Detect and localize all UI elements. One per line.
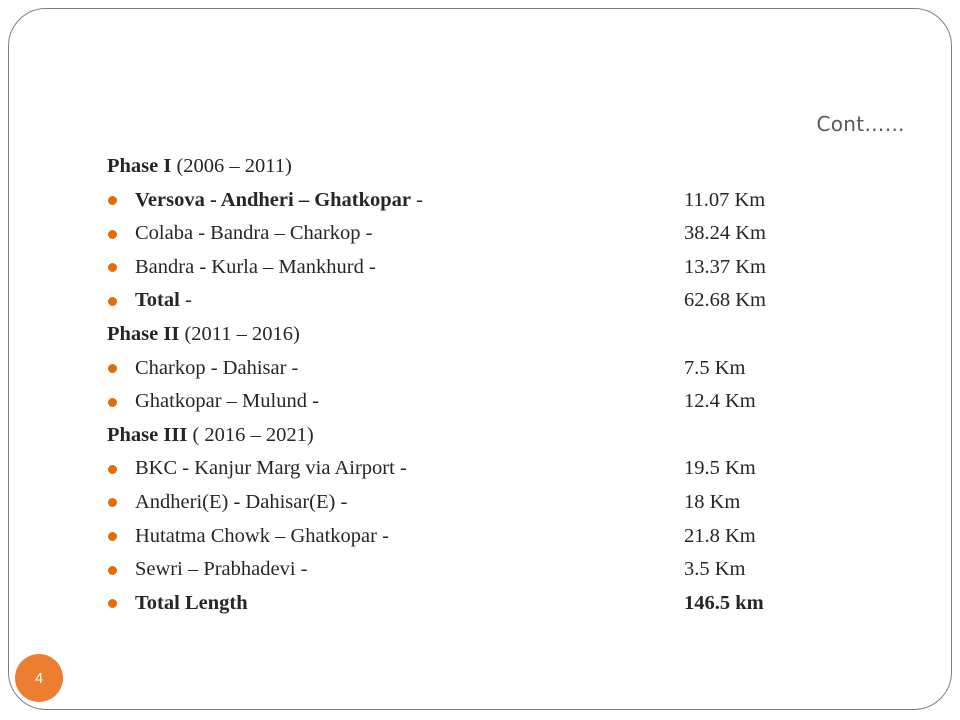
route-item — [107, 217, 827, 251]
route-item — [107, 385, 827, 419]
phase-name: Phase III — [107, 423, 188, 446]
route-length: 13.37 Km — [684, 255, 766, 278]
route-length: 62.68 Km — [684, 289, 766, 312]
route-length: 38.24 Km — [684, 222, 766, 245]
route-name: Sewri – Prabhadevi - — [135, 558, 308, 581]
bullet-icon — [108, 498, 117, 507]
route-item — [107, 486, 827, 520]
route-name-bold: Versova - Andheri – Ghatkopar — [135, 188, 412, 211]
route-length-bold: 146.5 km — [684, 591, 764, 614]
route-item — [107, 520, 827, 554]
route-name: Colaba - Bandra – Charkop - — [135, 222, 373, 245]
bullet-icon — [108, 263, 117, 272]
route-name: Andheri(E) - Dahisar(E) - — [135, 490, 348, 513]
bullet-icon — [108, 297, 117, 306]
route-name: - — [411, 188, 423, 211]
phase-heading — [107, 150, 827, 184]
phase-name: Phase I — [107, 155, 172, 177]
slide-title: Cont…… — [816, 112, 905, 136]
bullet-icon — [108, 532, 117, 541]
route-name: Charkop - Dahisar - — [135, 356, 299, 379]
route-item — [107, 251, 827, 285]
route-length: 7.5 Km — [684, 356, 746, 379]
phase-years: (2011 – 2016) — [179, 322, 300, 345]
route-name: Ghatkopar – Mulund - — [135, 390, 319, 413]
bullet-icon — [108, 599, 117, 608]
phase-years: (2006 – 2011) — [171, 155, 292, 177]
route-name: Hutatma Chowk – Ghatkopar - — [135, 524, 389, 547]
phase-name: Phase II — [107, 322, 180, 345]
route-name: - — [179, 289, 192, 312]
route-item — [107, 184, 827, 218]
route-name: Bandra - Kurla – Mankhurd - — [135, 255, 376, 278]
route-item — [107, 587, 827, 621]
phase-years: ( 2016 – 2021) — [187, 423, 314, 446]
route-length: 3.5 Km — [684, 558, 746, 581]
bullet-icon — [108, 364, 117, 373]
page-number-badge: 4 — [15, 654, 63, 702]
route-name: BKC - Kanjur Marg via Airport - — [135, 457, 407, 480]
slide-content — [107, 150, 827, 620]
bullet-icon — [108, 465, 117, 474]
route-name-bold: Total — [135, 289, 180, 312]
route-length: 18 Km — [684, 490, 741, 513]
bullet-icon — [108, 566, 117, 575]
phase-heading — [107, 318, 827, 352]
route-name-bold: Total Length — [135, 591, 248, 614]
bullet-icon — [108, 230, 117, 239]
route-length: 21.8 Km — [684, 524, 756, 547]
route-item — [107, 352, 827, 386]
route-length: 19.5 Km — [684, 457, 756, 480]
route-item — [107, 452, 827, 486]
bullet-icon — [108, 398, 117, 407]
route-item — [107, 553, 827, 587]
bullet-icon — [108, 196, 117, 205]
route-length: 11.07 Km — [684, 188, 766, 211]
route-item — [107, 284, 827, 318]
phase-heading — [107, 419, 827, 453]
route-length: 12.4 Km — [684, 390, 756, 413]
